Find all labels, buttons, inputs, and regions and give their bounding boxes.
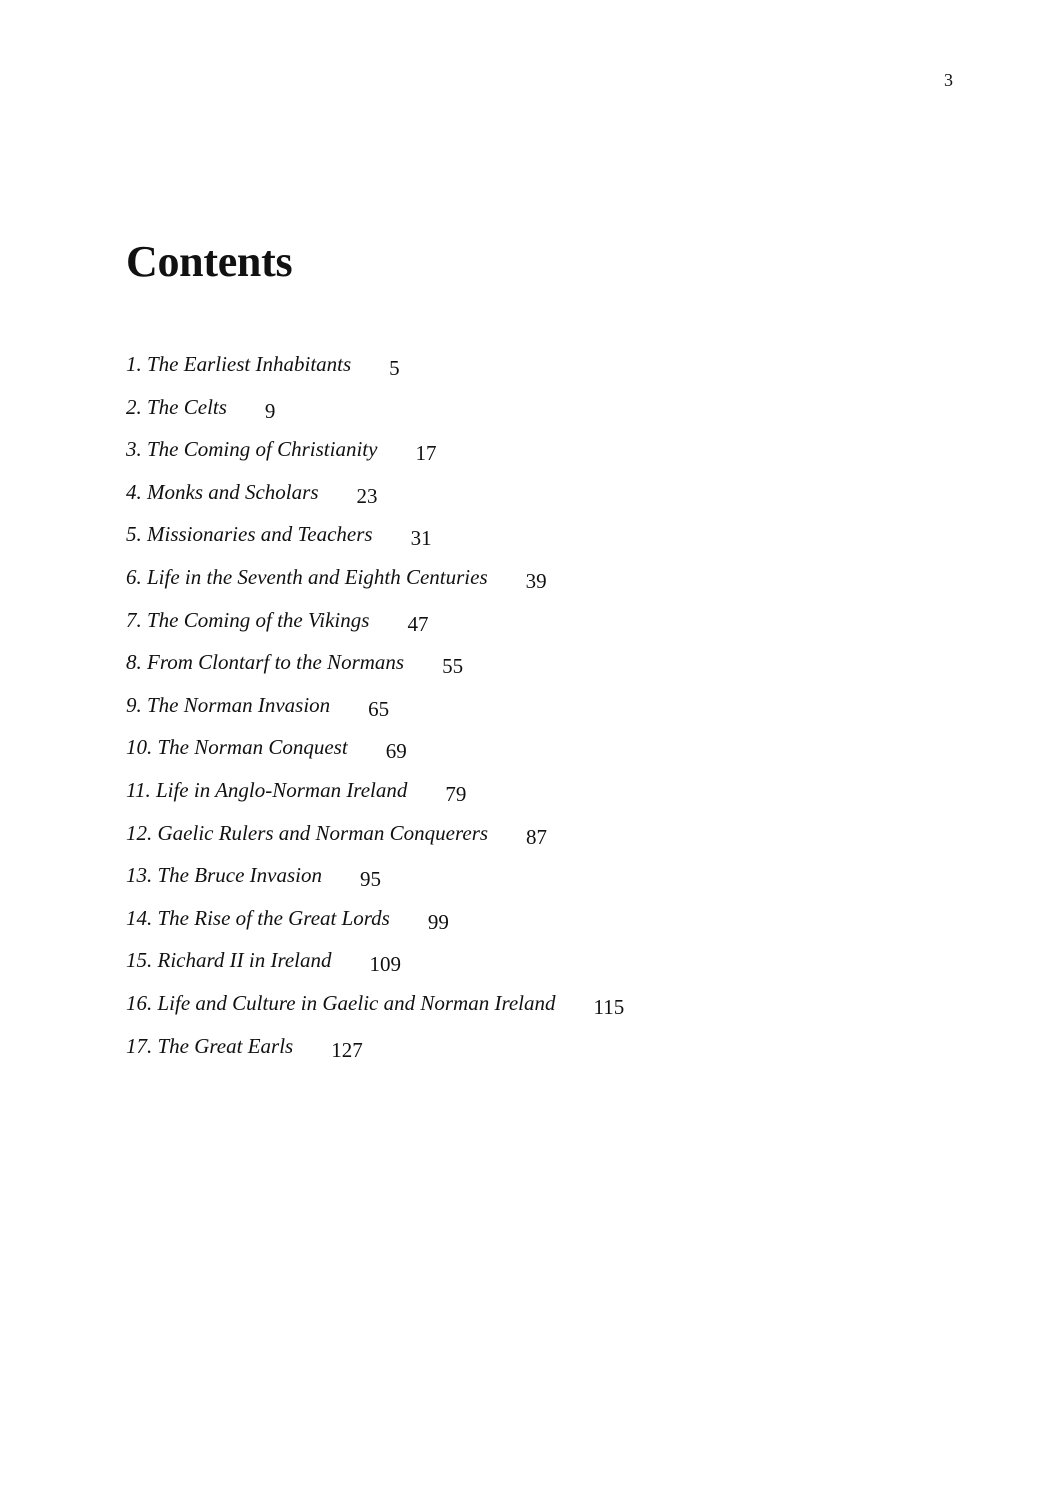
toc-entry[interactable] (126, 352, 624, 395)
toc-entry-page: 95 (359, 867, 381, 892)
toc-entry[interactable] (126, 991, 624, 1034)
toc-entry-title: 7. The Coming of the Vikings (126, 607, 370, 632)
toc-entry[interactable] (126, 906, 624, 949)
toc-entry-title: 2. The Celts (126, 394, 227, 419)
toc-entry-title: 15. Richard II in Ireland (126, 948, 332, 973)
toc-entry[interactable] (126, 863, 624, 906)
toc-entry[interactable] (126, 948, 624, 991)
toc-entry-page: 55 (442, 654, 464, 679)
toc-entry-page: 87 (526, 824, 548, 849)
toc-entry-title: 9. The Norman Invasion (126, 692, 331, 717)
toc-entry-page: 31 (410, 526, 432, 551)
toc-entry-page: 47 (407, 611, 429, 636)
toc-entry-title: 3. The Coming of Christianity (126, 437, 378, 462)
toc-entry-page: 17 (415, 441, 437, 466)
toc-entry-title: 13. The Bruce Invasion (126, 863, 322, 888)
toc-entry-page: 79 (445, 781, 467, 806)
toc-entry-page: 109 (369, 952, 401, 977)
toc-entry-title: 14. The Rise of the Great Lords (126, 905, 390, 930)
toc-entry[interactable] (126, 735, 624, 778)
toc-entry-page: 39 (525, 568, 547, 593)
toc-entry[interactable] (126, 395, 624, 438)
toc-entry-page: 23 (356, 483, 378, 508)
toc-entry-page: 5 (389, 356, 400, 380)
toc-entry-title: 1. The Earliest Inhabitants (126, 352, 352, 376)
toc-entry[interactable] (126, 778, 624, 821)
toc-entry[interactable] (126, 480, 624, 523)
toc-entry-page: 127 (331, 1037, 363, 1062)
toc-entry-page: 69 (385, 739, 407, 764)
toc-entry[interactable] (126, 522, 624, 565)
toc-entry[interactable] (126, 608, 624, 651)
toc-entry-title: 11. Life in Anglo-Norman Ireland (126, 777, 408, 802)
toc-entry[interactable] (126, 650, 624, 693)
toc-entry-page: 9 (264, 398, 276, 423)
table-of-contents (126, 352, 624, 1076)
toc-entry-title: 10. The Norman Conquest (126, 735, 348, 760)
toc-entry[interactable] (126, 1034, 624, 1077)
page-number: 3 (944, 70, 953, 90)
toc-entry-title: 5. Missionaries and Teachers (126, 522, 373, 547)
toc-entry[interactable] (126, 437, 624, 480)
toc-entry-title: 4. Monks and Scholars (126, 479, 319, 504)
toc-entry-title: 16. Life and Culture in Gaelic and Norman Ireland (126, 990, 556, 1015)
toc-entry[interactable] (126, 565, 624, 608)
toc-entry[interactable] (126, 693, 624, 736)
toc-entry-page: 65 (368, 696, 390, 721)
page-title: Contents (126, 237, 293, 286)
toc-entry[interactable] (126, 821, 624, 864)
toc-entry-title: 8. From Clontarf to the Normans (126, 650, 405, 675)
toc-entry-page: 115 (593, 994, 625, 1019)
toc-entry-title: 17. The Great Earls (126, 1033, 294, 1058)
toc-entry-title: 12. Gaelic Rulers and Norman Conquerers (126, 820, 489, 845)
toc-entry-title: 6. Life in the Seventh and Eighth Centuries (126, 564, 488, 589)
toc-entry-page: 99 (427, 909, 449, 934)
